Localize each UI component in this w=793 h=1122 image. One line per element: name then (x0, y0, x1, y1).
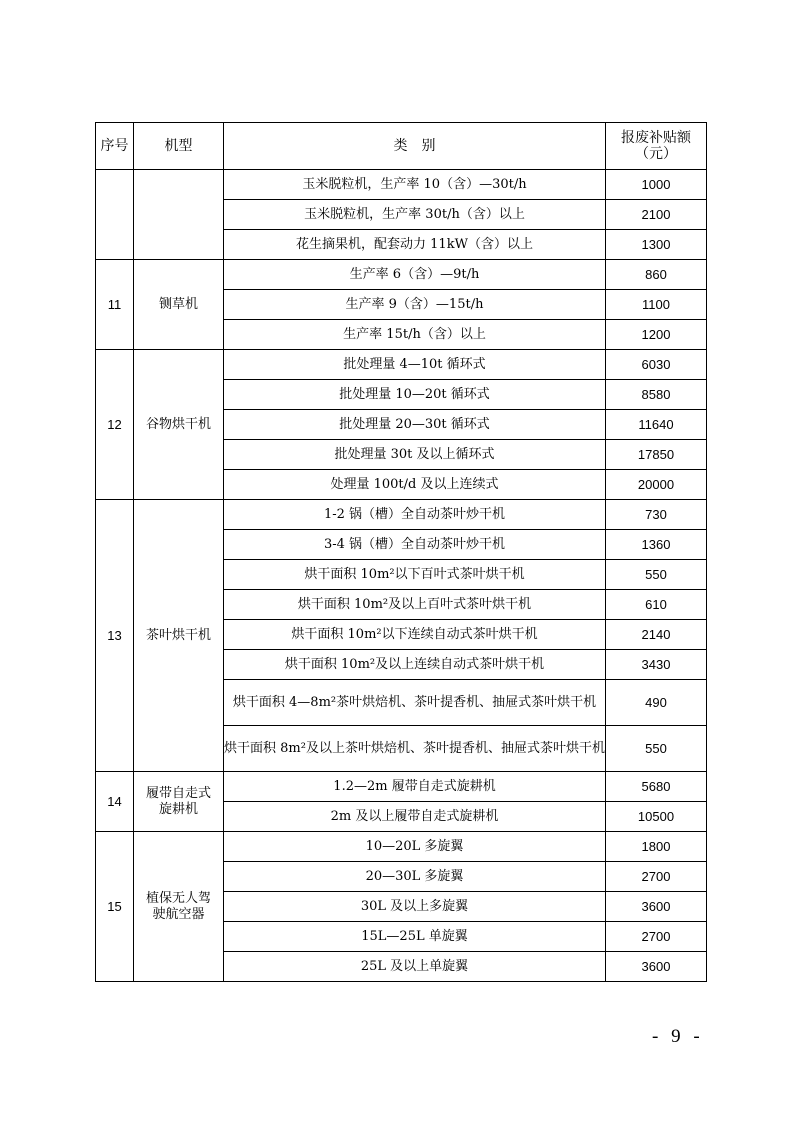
amount-cell: 2700 (606, 922, 707, 952)
amount-cell: 610 (606, 590, 707, 620)
category-cell: 15L—25L 单旋翼 (224, 922, 606, 952)
category-cell: 烘干面积 10m²以下连续自动式茶叶烘干机 (224, 620, 606, 650)
header-category: 类 别 (224, 123, 606, 170)
category-cell: 批处理量 10—20t 循环式 (224, 380, 606, 410)
table-row (96, 500, 707, 530)
seq-cell (96, 170, 134, 260)
table-row (96, 772, 707, 802)
table-body (96, 170, 707, 982)
amount-cell: 550 (606, 726, 707, 772)
category-cell: 生产率 9（含）—15t/h (224, 290, 606, 320)
page-number: - 9 - (652, 1026, 704, 1047)
header-seq: 序号 (96, 123, 134, 170)
amount-cell: 550 (606, 560, 707, 590)
amount-cell: 3600 (606, 952, 707, 982)
category-cell: 批处理量 4—10t 循环式 (224, 350, 606, 380)
category-cell: 2m 及以上履带自走式旋耕机 (224, 802, 606, 832)
category-cell: 处理量 100t/d 及以上连续式 (224, 470, 606, 500)
category-cell: 10—20L 多旋翼 (224, 832, 606, 862)
category-cell: 烘干面积 8m²及以上茶叶烘焙机、茶叶提香机、抽屉式茶叶烘干机 (224, 726, 606, 772)
category-cell: 烘干面积 10m²及以上连续自动式茶叶烘干机 (224, 650, 606, 680)
category-cell: 花生摘果机，配套动力 11kW（含）以上 (224, 230, 606, 260)
amount-cell: 3600 (606, 892, 707, 922)
seq-cell: 14 (96, 772, 134, 832)
amount-cell: 10500 (606, 802, 707, 832)
category-cell: 烘干面积 10m²以下百叶式茶叶烘干机 (224, 560, 606, 590)
amount-cell: 8580 (606, 380, 707, 410)
amount-cell: 730 (606, 500, 707, 530)
amount-cell: 2140 (606, 620, 707, 650)
amount-cell: 5680 (606, 772, 707, 802)
amount-cell: 490 (606, 680, 707, 726)
header-amount-line2: （元） (635, 146, 677, 162)
table-row (96, 170, 707, 200)
seq-cell: 13 (96, 500, 134, 772)
header-model: 机型 (134, 123, 224, 170)
category-cell: 20—30L 多旋翼 (224, 862, 606, 892)
amount-cell: 1300 (606, 230, 707, 260)
amount-cell: 11640 (606, 410, 707, 440)
category-cell: 3-4 锅（槽）全自动茶叶炒干机 (224, 530, 606, 560)
category-cell: 批处理量 20—30t 循环式 (224, 410, 606, 440)
category-cell: 1.2—2m 履带自走式旋耕机 (224, 772, 606, 802)
header-amount-line1: 报废补贴额 (621, 130, 691, 146)
amount-cell: 1100 (606, 290, 707, 320)
category-cell: 玉米脱粒机，生产率 30t/h（含）以上 (224, 200, 606, 230)
category-cell: 1-2 锅（槽）全自动茶叶炒干机 (224, 500, 606, 530)
table-row (96, 832, 707, 862)
amount-cell: 20000 (606, 470, 707, 500)
model-cell: 履带自走式旋耕机 (134, 772, 224, 832)
amount-cell: 1000 (606, 170, 707, 200)
category-cell: 批处理量 30t 及以上循环式 (224, 440, 606, 470)
category-cell: 30L 及以上多旋翼 (224, 892, 606, 922)
seq-cell: 15 (96, 832, 134, 982)
category-cell: 生产率 15t/h（含）以上 (224, 320, 606, 350)
table-row (96, 260, 707, 290)
model-cell: 铡草机 (134, 260, 224, 350)
amount-cell: 1200 (606, 320, 707, 350)
amount-cell: 860 (606, 260, 707, 290)
seq-cell: 12 (96, 350, 134, 500)
amount-cell: 2700 (606, 862, 707, 892)
model-cell (134, 170, 224, 260)
model-cell: 谷物烘干机 (134, 350, 224, 500)
category-cell: 生产率 6（含）—9t/h (224, 260, 606, 290)
seq-cell: 11 (96, 260, 134, 350)
category-cell: 玉米脱粒机，生产率 10（含）—30t/h (224, 170, 606, 200)
amount-cell: 6030 (606, 350, 707, 380)
amount-cell: 1800 (606, 832, 707, 862)
subsidy-table (95, 122, 707, 982)
category-cell: 烘干面积 4—8m²茶叶烘焙机、茶叶提香机、抽屉式茶叶烘干机 (224, 680, 606, 726)
header-amount (606, 123, 707, 170)
category-cell: 25L 及以上单旋翼 (224, 952, 606, 982)
table-header (96, 123, 707, 170)
amount-cell: 3430 (606, 650, 707, 680)
category-cell: 烘干面积 10m²及以上百叶式茶叶烘干机 (224, 590, 606, 620)
table-row (96, 350, 707, 380)
amount-cell: 2100 (606, 200, 707, 230)
amount-cell: 1360 (606, 530, 707, 560)
model-cell: 茶叶烘干机 (134, 500, 224, 772)
amount-cell: 17850 (606, 440, 707, 470)
model-cell: 植保无人驾驶航空器 (134, 832, 224, 982)
